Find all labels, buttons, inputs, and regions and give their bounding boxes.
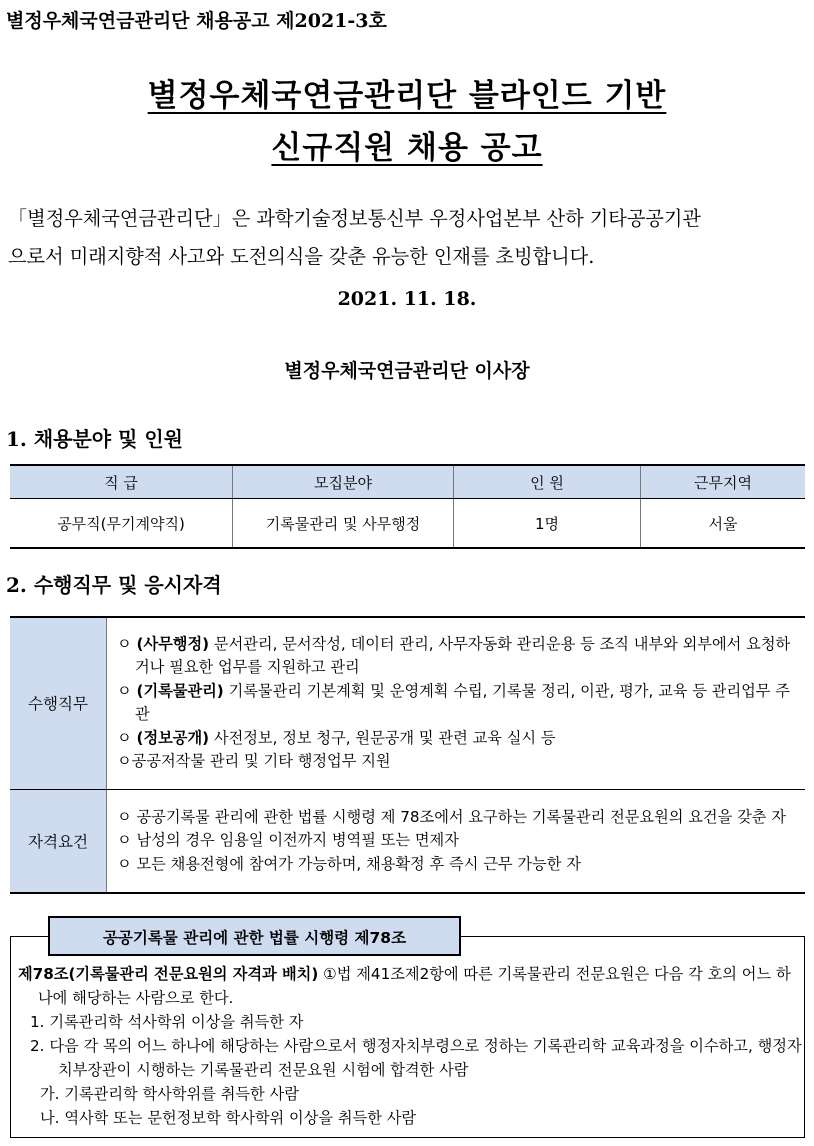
- list-item: ㅇ (사무행정) 문서관리, 문서작성, 데이터 관리, 사무자동화 관리운용 등 조직 내부와 외부에서 요청하거나 필요한 업무를 지원하고 관리: [117, 634, 791, 677]
- list-item: ㅇ (정보공개) 사전정보, 정보 청구, 원문공개 및 관련 교육 실시 등: [117, 728, 556, 747]
- law-lead: 제78조(기록물관리 전문요원의 자격과 배치) ①법 제41조제2항에 따른 기록물관리 전문요원은 다음 각 호의 어느 하나에 해당하는 사람으로 한다.: [18, 965, 791, 1007]
- intro-line: 「별정우체국연금관리단」은 과학기술정보통신부 우정사업본부 산하 기타공공기관: [8, 207, 701, 230]
- column-header: 모집분야: [233, 465, 454, 499]
- signer: 별정우체국연금관리단 이사장: [284, 360, 530, 382]
- list-item: ㅇ (기록물관리) 기록물관리 기본계획 및 운영계획 수립, 기록물 정리, 이관, 평가, 교육 등 관리업무 주관: [117, 681, 790, 724]
- recruitment-table: [10, 464, 805, 549]
- law-excerpt-title: 공공기록물 관리에 관한 법률 시행령 제78조: [48, 916, 461, 956]
- page-subtitle: 신규직원 채용 공고: [271, 130, 543, 166]
- section-heading-recruitment: 1. 채용분야 및 인원: [6, 427, 184, 451]
- table-cell: 서울: [641, 499, 806, 549]
- list-item: ㅇ 모든 채용전형에 참여가 가능하며, 채용확정 후 즉시 근무 가능한 자: [117, 854, 581, 873]
- list-item: ㅇ공공저작물 관리 및 기타 행정업무 지원: [117, 752, 391, 771]
- list-subitem: 가. 기록관리학 학사학위를 취득한 사람: [40, 1085, 299, 1103]
- list-item: 2. 다음 각 목의 어느 하나에 해당하는 사람으로서 행정자치부령으로 정하는 기록관리학 교육과정을 이수하고, 행정자치부장관이 시행하는 기록물관리 전문요원 시험에 합격한 사람: [30, 1037, 802, 1079]
- column-header: 인 원: [454, 465, 641, 499]
- list-item: ㅇ 공공기록물 관리에 관한 법률 시행령 제 78조에서 요구하는 기록물관리 전문요원의 요건을 갖춘 자: [117, 807, 786, 826]
- column-header: 직 급: [10, 465, 233, 499]
- duties-table: [10, 616, 805, 894]
- row-label-duties: 수행직무: [10, 617, 107, 789]
- table-row: [10, 499, 805, 549]
- list-item: 1. 기록관리학 석사학위 이상을 취득한 자: [30, 1013, 304, 1031]
- intro-paragraph: [8, 200, 813, 276]
- qualifications-list: [107, 789, 806, 893]
- list-subitem: 나. 역사학 또는 문헌정보학 학사학위 이상을 취득한 사람: [40, 1109, 417, 1127]
- table-header-row: [10, 465, 805, 499]
- table-row: [10, 617, 805, 789]
- table-cell: 공무직(무기계약직): [10, 499, 233, 549]
- notice-number: 별정우체국연금관리단 채용공고 제2021-3호: [6, 10, 387, 32]
- notice-date: 2021. 11. 18.: [337, 288, 477, 310]
- list-item: ㅇ 남성의 경우 임용일 이전까지 병역필 또는 면제자: [117, 831, 459, 849]
- intro-line: 으로서 미래지향적 사고와 도전의식을 갖춘 유능한 인재를 초빙합니다.: [8, 245, 595, 268]
- duties-list: [107, 617, 806, 789]
- page-title: 별정우체국연금관리단 블라인드 기반: [147, 78, 667, 114]
- column-header: 근무지역: [641, 465, 806, 499]
- table-row: [10, 789, 805, 893]
- row-label-qualifications: 자격요건: [10, 789, 107, 893]
- section-heading-duties: 2. 수행직무 및 응시자격: [6, 573, 222, 597]
- law-excerpt-text: [18, 962, 803, 1130]
- table-cell: 1명: [454, 499, 641, 549]
- table-cell: 기록물관리 및 사무행정: [233, 499, 454, 549]
